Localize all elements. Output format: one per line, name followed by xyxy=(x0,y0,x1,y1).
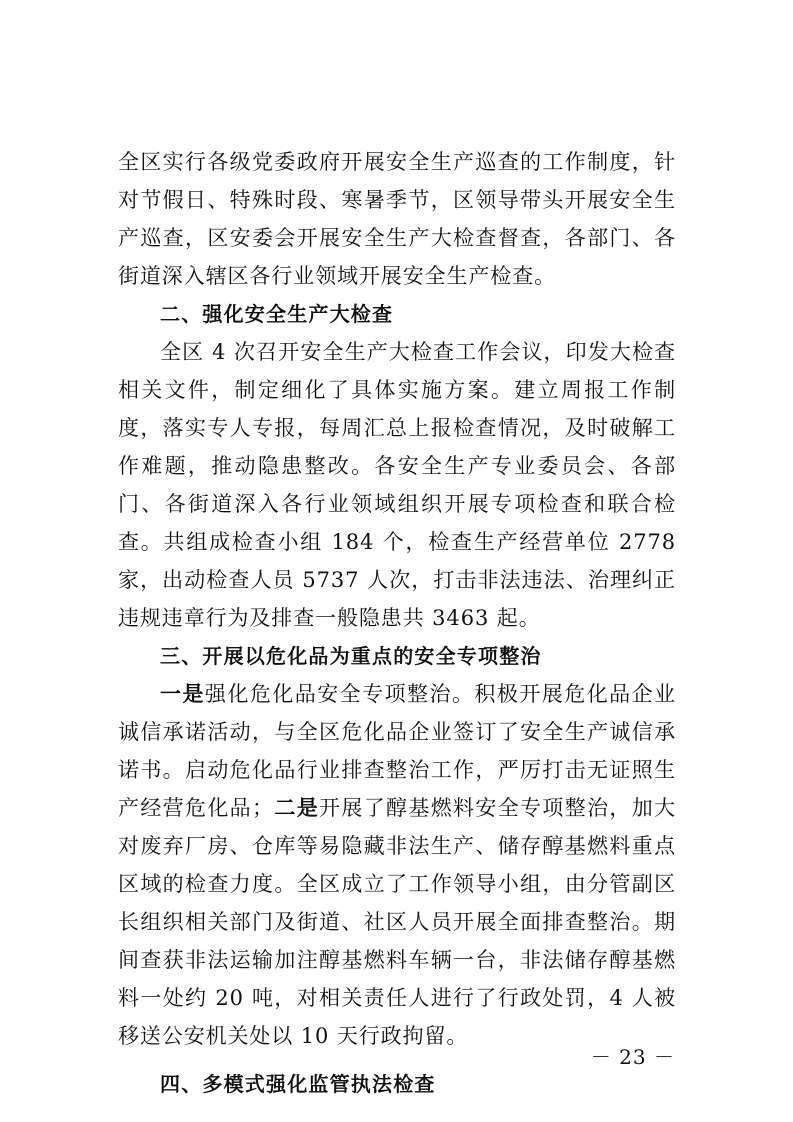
section-3-text-second: 开展了醇基燃料安全专项整治，加大对废弃厂房、仓库等易隐藏非法生产、储存醇基燃料重点区域的检查力度。全区成立了工作领导小组，由分管副区长组织相关部门及街道、社区人员开展全面排查整治。期间查获非法运输加注醇基燃料车辆一台，非法储存醇基燃料一处约 20 吨，对相关责任人进行了行政处罚，4 人被移送公安机关处以 10 天行政拘留。 xyxy=(118,796,676,1048)
section-heading-3: 三、开展以危化品为重点的安全专项整治 xyxy=(160,644,542,668)
page-number: － 23 － xyxy=(590,1045,675,1069)
section-2-paragraph: 全区 4 次召开安全生产大检查工作会议，印发大检查相关文件，制定细化了具体实施方案。建立周报工作制度，落实专人专报，每周汇总上报检查情况，及时破解工作难题，推动隐患整改。各安全生产专业委员会、各部门、各街道深入各行业领域组织开展专项检查和联合检查。共组成检查小组 184 个，检查生产经营单位 2778 家，出动检查人员 5737 人次，打击非法违法、治理纠正违规违章行为及排查一般隐患共 3463 起。 xyxy=(118,340,676,630)
lead-second: 二是 xyxy=(273,796,320,820)
section-heading-2: 二、强化安全生产大检查 xyxy=(160,302,394,326)
intro-paragraph: 全区实行各级党委政府开展安全生产巡查的工作制度，针对节假日、特殊时段、寒暑季节，区领导带头开展安全生产巡查，区安委会开展安全生产大检查督查，各部门、各街道深入辖区各行业领域开展安全生产检查。 xyxy=(118,150,676,288)
lead-first: 一是 xyxy=(160,682,205,706)
section-heading-4: 四、多模式强化监管执法检查 xyxy=(160,1072,436,1096)
section-3-paragraph xyxy=(118,675,676,1055)
document-body xyxy=(118,143,676,1103)
section-3-text-first: 强化危化品安全专项整治。积极开展危化品企业诚信承诺活动，与全区危化品企业签订了安全生产诚信承诺书。启动危化品行业排查整治工作，严厉打击无证照生产经营危化品； xyxy=(118,682,676,820)
